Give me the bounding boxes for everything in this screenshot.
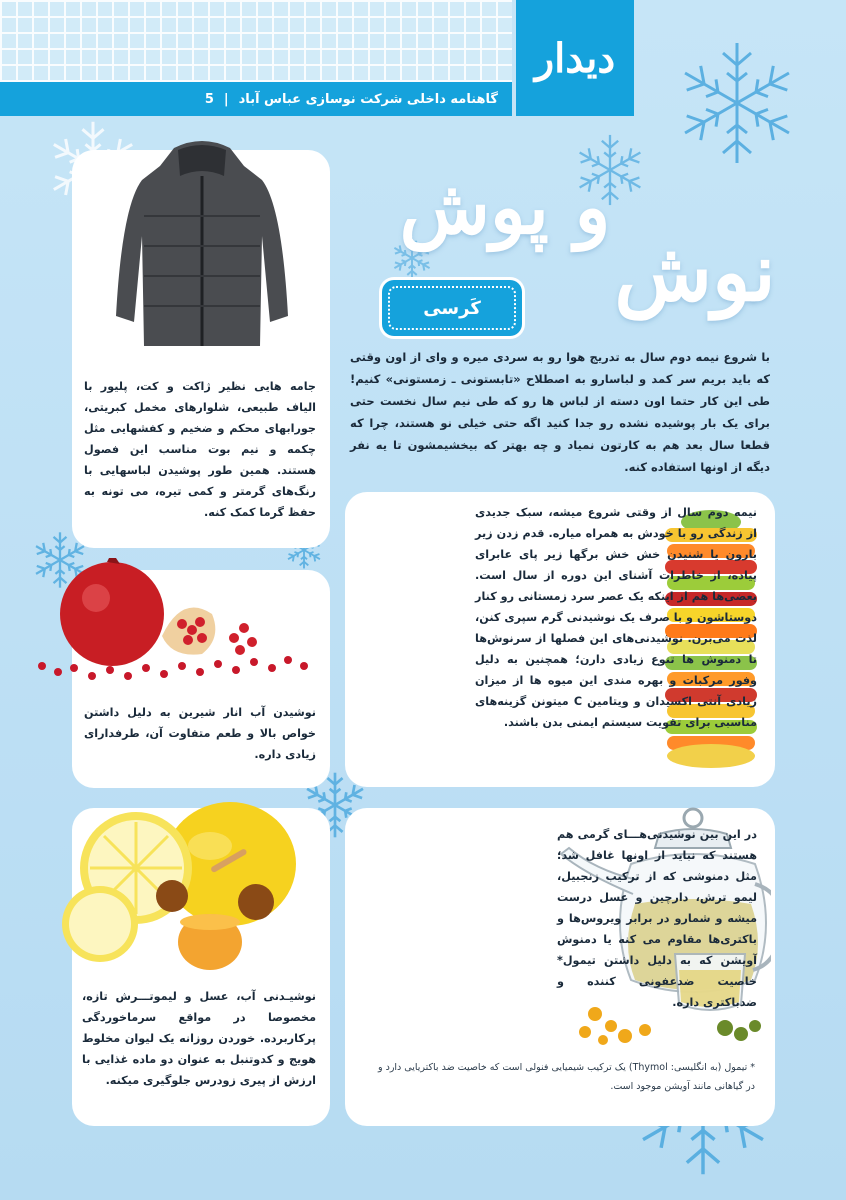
jacket-card xyxy=(72,150,330,548)
title-line-1: و پوش xyxy=(399,165,611,251)
snowflake-icon xyxy=(672,38,802,168)
fruit-text: نیمه دوم سال از وقتی شروع میشه، سبک جدیدی از زندگی رو با خودش به همراه میاره. قدم زدن زیر بارون یا شنیدن خش خش برگها زیر پای عابرای پیاده، از خاطرات آشنای این دوره از سال است. بعضی‌ها هم از اینکه یک عصر سرد زمستانی رو کنار دوستاشون و با صرف یک نوشیدنی گرم سپری کنن، لذت می‌برن. نوشیدنی‌های این فصلها از سرنوش‌ها تا دمنوش ها تنوع زیادی دارن؛ همچنین به دلیل وفور مرکبات و بهره مندی این میوه ها از میزان زیادی آنتی اکسیدان و ویتامین C میتونن گزینه‌های مناسبی برای تقویت سیستم ایمنی بدن باشند. xyxy=(475,506,757,729)
lemon-honey-card xyxy=(72,808,330,1126)
lemon-honey-image xyxy=(60,792,310,982)
pomegranate-text: نوشیدن آب انار شیرین به دلیل داشتن خواص بالا و طعم متفاوت آن، طرفدارای زیادی داره. xyxy=(84,706,316,761)
pomegranate-image xyxy=(12,558,332,698)
intro-paragraph: با شروع نیمه دوم سال به تدریج هوا رو به سردی میره و وای از اون وقتی که باید بریم سر کمد و لباسارو به اصطلاح «تابستونی ـ زمستونی» کنیم! طی این کار حتما اون دسته از لباس ها رو که طی نیم سال نخست حتی برای یک بار پوشیده نشده رو جدا کنید اگه حتی خیلی نو هستند، چرا که قطعا سال بعد هم به کارتون نمیاد و چه بهتر که بیخشیمشون تا یه نفر دیگه از اونها استفاده کنه. xyxy=(350,350,770,474)
magazine-logo xyxy=(516,0,634,116)
tea-card xyxy=(345,808,775,1126)
thymol-footnote: * تیمول (به انگلیسی: Thymol) یک ترکیب شیمیایی فنولی است که خاصیت ضد باکتریایی دارد و در گیاهانی مانند آویشن موجود است. xyxy=(377,1062,755,1092)
tea-text: در این بین نوشیدنی‌هـــای گرمی هم هستند که نباید از اونها غافل شد؛ مثل دمنوشی که از ترکیب زنجبیل، لیمو ترش، دارچین و عسل درست میشه و شمارو در برابر ویروس‌ها و باکتری‌ها مقاوم می کنه یا دمنوش آویشن که به دلیل داشتن تیمول* خاصیت ضدعفونی کننده و ضدباکتری داره. xyxy=(557,828,757,1009)
title-line-2: نوش xyxy=(614,225,776,319)
lemon-honey-text: نوشیـدنی آب، عسل و لیموتـــرش تازه، مخصوصا در مواقع سرماخوردگی پرکاربرده. خوردن روزانه یک لیوان مخلوط هویج و کدوتنبل به عنوان دو ماده غذایی با ارزش از پیری زودرس جلوگیری میکنه. xyxy=(82,990,316,1087)
author-name: کَرسی xyxy=(423,297,481,319)
pomegranate-card xyxy=(72,570,330,788)
logo-text: دیدار xyxy=(534,34,616,82)
author-badge xyxy=(382,280,522,336)
jacket-text: جامه هایی نظیر ژاکت و کت، پلیور با الیاف طبیعی، شلوارهای مخمل کبریتی، جورابهای محکم و ضخیم و کفشهایی مثل چکمه و نیم بوت مناسب این فصول هستند. همین طور پوشیدن لباسهایی با رنگ‌های گرمتر و کمی تیره، می تونه به حفظ گرما کمک کنه. xyxy=(84,380,316,519)
page-number: 5 xyxy=(204,91,214,107)
header-subtitle: گاهنامه داخلی شرکت نوسازی عباس آباد xyxy=(238,91,498,107)
header-grid-pattern xyxy=(0,0,512,82)
page-separator: | xyxy=(223,91,229,107)
jacket-image xyxy=(112,136,292,356)
header-bar xyxy=(0,82,512,116)
fruit-card xyxy=(345,492,775,787)
